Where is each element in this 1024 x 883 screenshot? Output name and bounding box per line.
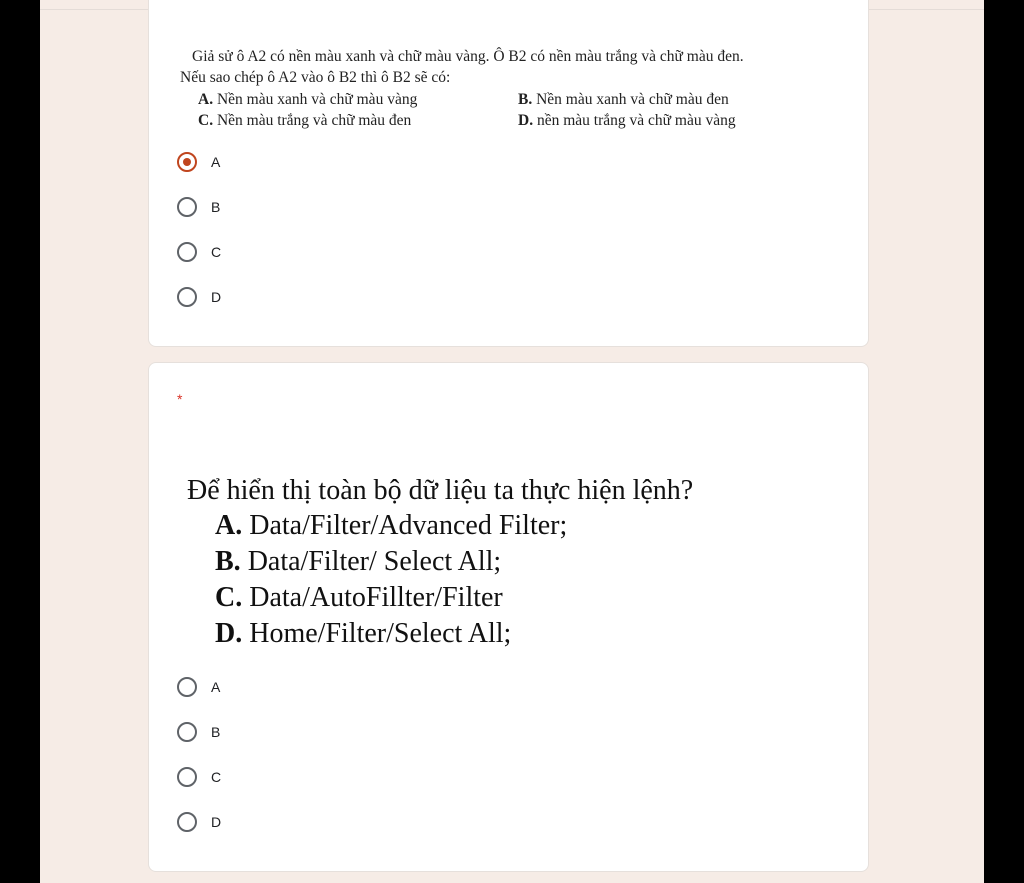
question-1-choice-c[interactable] xyxy=(177,239,221,265)
question-2-option-a-text: A. Data/Filter/Advanced Filter; xyxy=(215,510,568,541)
question-card-1 xyxy=(148,0,869,347)
question-1-option-b-text: B. Nền màu xanh và chữ màu đen xyxy=(518,91,729,108)
choice-label: B xyxy=(211,199,221,215)
question-1-option-a-text: A. Nền màu xanh và chữ màu vàng xyxy=(198,91,418,108)
required-asterisk: * xyxy=(177,391,183,407)
question-2-choice-d[interactable] xyxy=(177,809,221,835)
question-2-choice-a[interactable] xyxy=(177,674,220,700)
choice-label: C xyxy=(211,244,222,260)
question-2-option-d-text: D. Home/Filter/Select All; xyxy=(215,618,512,649)
question-2-choice-c[interactable] xyxy=(177,764,221,790)
choice-label: A xyxy=(211,679,221,695)
choice-label: C xyxy=(211,769,222,785)
question-2-title: Để hiển thị toàn bộ dữ liệu ta thực hiện lệnh? xyxy=(187,475,694,506)
question-1-choice-b[interactable] xyxy=(177,194,220,220)
choice-label: A xyxy=(211,154,221,170)
choice-label: D xyxy=(211,289,222,305)
question-1-option-d-text: D. nền màu trắng và chữ màu vàng xyxy=(518,112,736,129)
question-1-choice-a[interactable] xyxy=(177,149,220,175)
radio-unchecked-icon[interactable] xyxy=(177,197,197,217)
radio-unchecked-icon[interactable] xyxy=(177,287,197,307)
question-2-option-b-text: B. Data/Filter/ Select All; xyxy=(215,546,502,577)
question-1-option-c-text: C. Nền màu trắng và chữ màu đen xyxy=(198,112,412,129)
choice-label: B xyxy=(211,724,221,740)
radio-unchecked-icon[interactable] xyxy=(177,242,197,262)
radio-unchecked-icon[interactable] xyxy=(177,722,197,742)
form-page xyxy=(40,0,984,883)
choice-label: D xyxy=(211,814,222,830)
question-2-choice-b[interactable] xyxy=(177,719,220,745)
question-1-line-1: Giả sử ô A2 có nền màu xanh và chữ màu vàng. Ô B2 có nền màu trắng và chữ màu đen. xyxy=(192,48,744,65)
radio-unchecked-icon[interactable] xyxy=(177,677,197,697)
question-1-line-2: Nếu sao chép ô A2 vào ô B2 thì ô B2 sẽ có: xyxy=(180,69,451,86)
radio-checked-icon[interactable] xyxy=(177,152,197,172)
radio-unchecked-icon[interactable] xyxy=(177,767,197,787)
question-2-option-c-text: C. Data/AutoFillter/Filter xyxy=(215,582,503,613)
question-card-2 xyxy=(148,362,869,872)
question-1-choice-d[interactable] xyxy=(177,284,221,310)
radio-unchecked-icon[interactable] xyxy=(177,812,197,832)
